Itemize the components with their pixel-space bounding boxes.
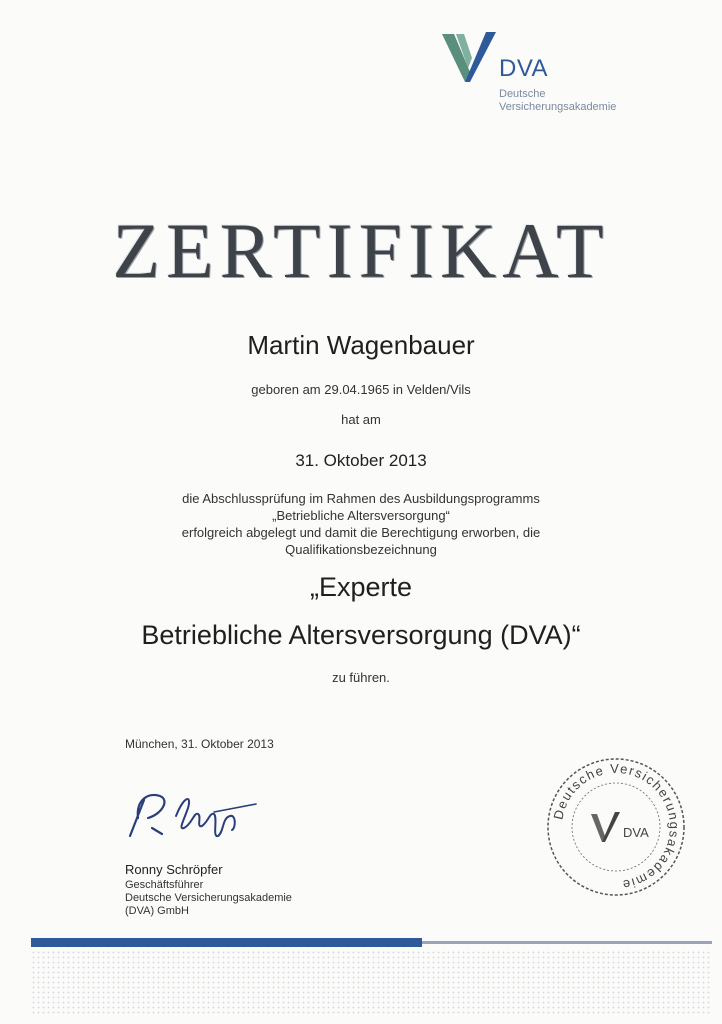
body-line-2: „Betriebliche Altersversorgung“ [272,508,450,523]
hat-am-text: hat am [341,412,381,427]
footer-blue-bar [31,938,422,947]
certificate-title: ZERTIFIKAT [112,207,610,294]
recipient-name: Martin Wagenbauer [247,330,475,360]
birth-info: geboren am 29.04.1965 in Velden/Vils [251,382,471,397]
footer-grey-bar [422,941,712,944]
signer-role: Geschäftsführer [125,879,204,891]
svg-text:Deutsche Versicherungsakademie [550,761,682,893]
body-line-3: erfolgreich abgelegt und damit die Berechtigung erworben, die [181,525,541,540]
official-seal-stamp [545,756,687,898]
certificate-body [0,490,722,558]
signer-name: Ronny Schröpfer [125,862,223,877]
handwritten-signature [118,778,258,848]
zu-fuhren-text: zu führen. [332,670,390,685]
logo-line-2: Versicherungsakademie [499,101,617,113]
signer-organization-suffix: (DVA) GmbH [125,905,189,917]
footer-dot-pattern [31,950,712,1016]
seal-ring-text: Deutsche Versicherungsakademie [550,760,683,893]
exam-date: 31. Oktober 2013 [295,451,427,470]
body-line-4: Qualifikationsbezeichnung [285,542,437,557]
logo-line-1: Deutsche [499,88,546,100]
award-title-line-2: Betriebliche Altersversorgung (DVA)“ [141,620,581,650]
signer-organization: Deutsche Versicherungsakademie [125,892,292,904]
award-title-line-1: „Experte [309,572,413,602]
place-and-date: München, 31. Oktober 2013 [125,737,274,751]
seal-center-text: DVA [623,825,649,840]
logo-abbreviation: DVA [499,55,549,82]
body-line-1: die Abschlussprüfung im Rahmen des Ausbildungsprogramms [182,491,540,506]
dva-v-icon [442,28,498,84]
dva-logo [442,28,652,118]
logo-subtitle [499,88,616,114]
